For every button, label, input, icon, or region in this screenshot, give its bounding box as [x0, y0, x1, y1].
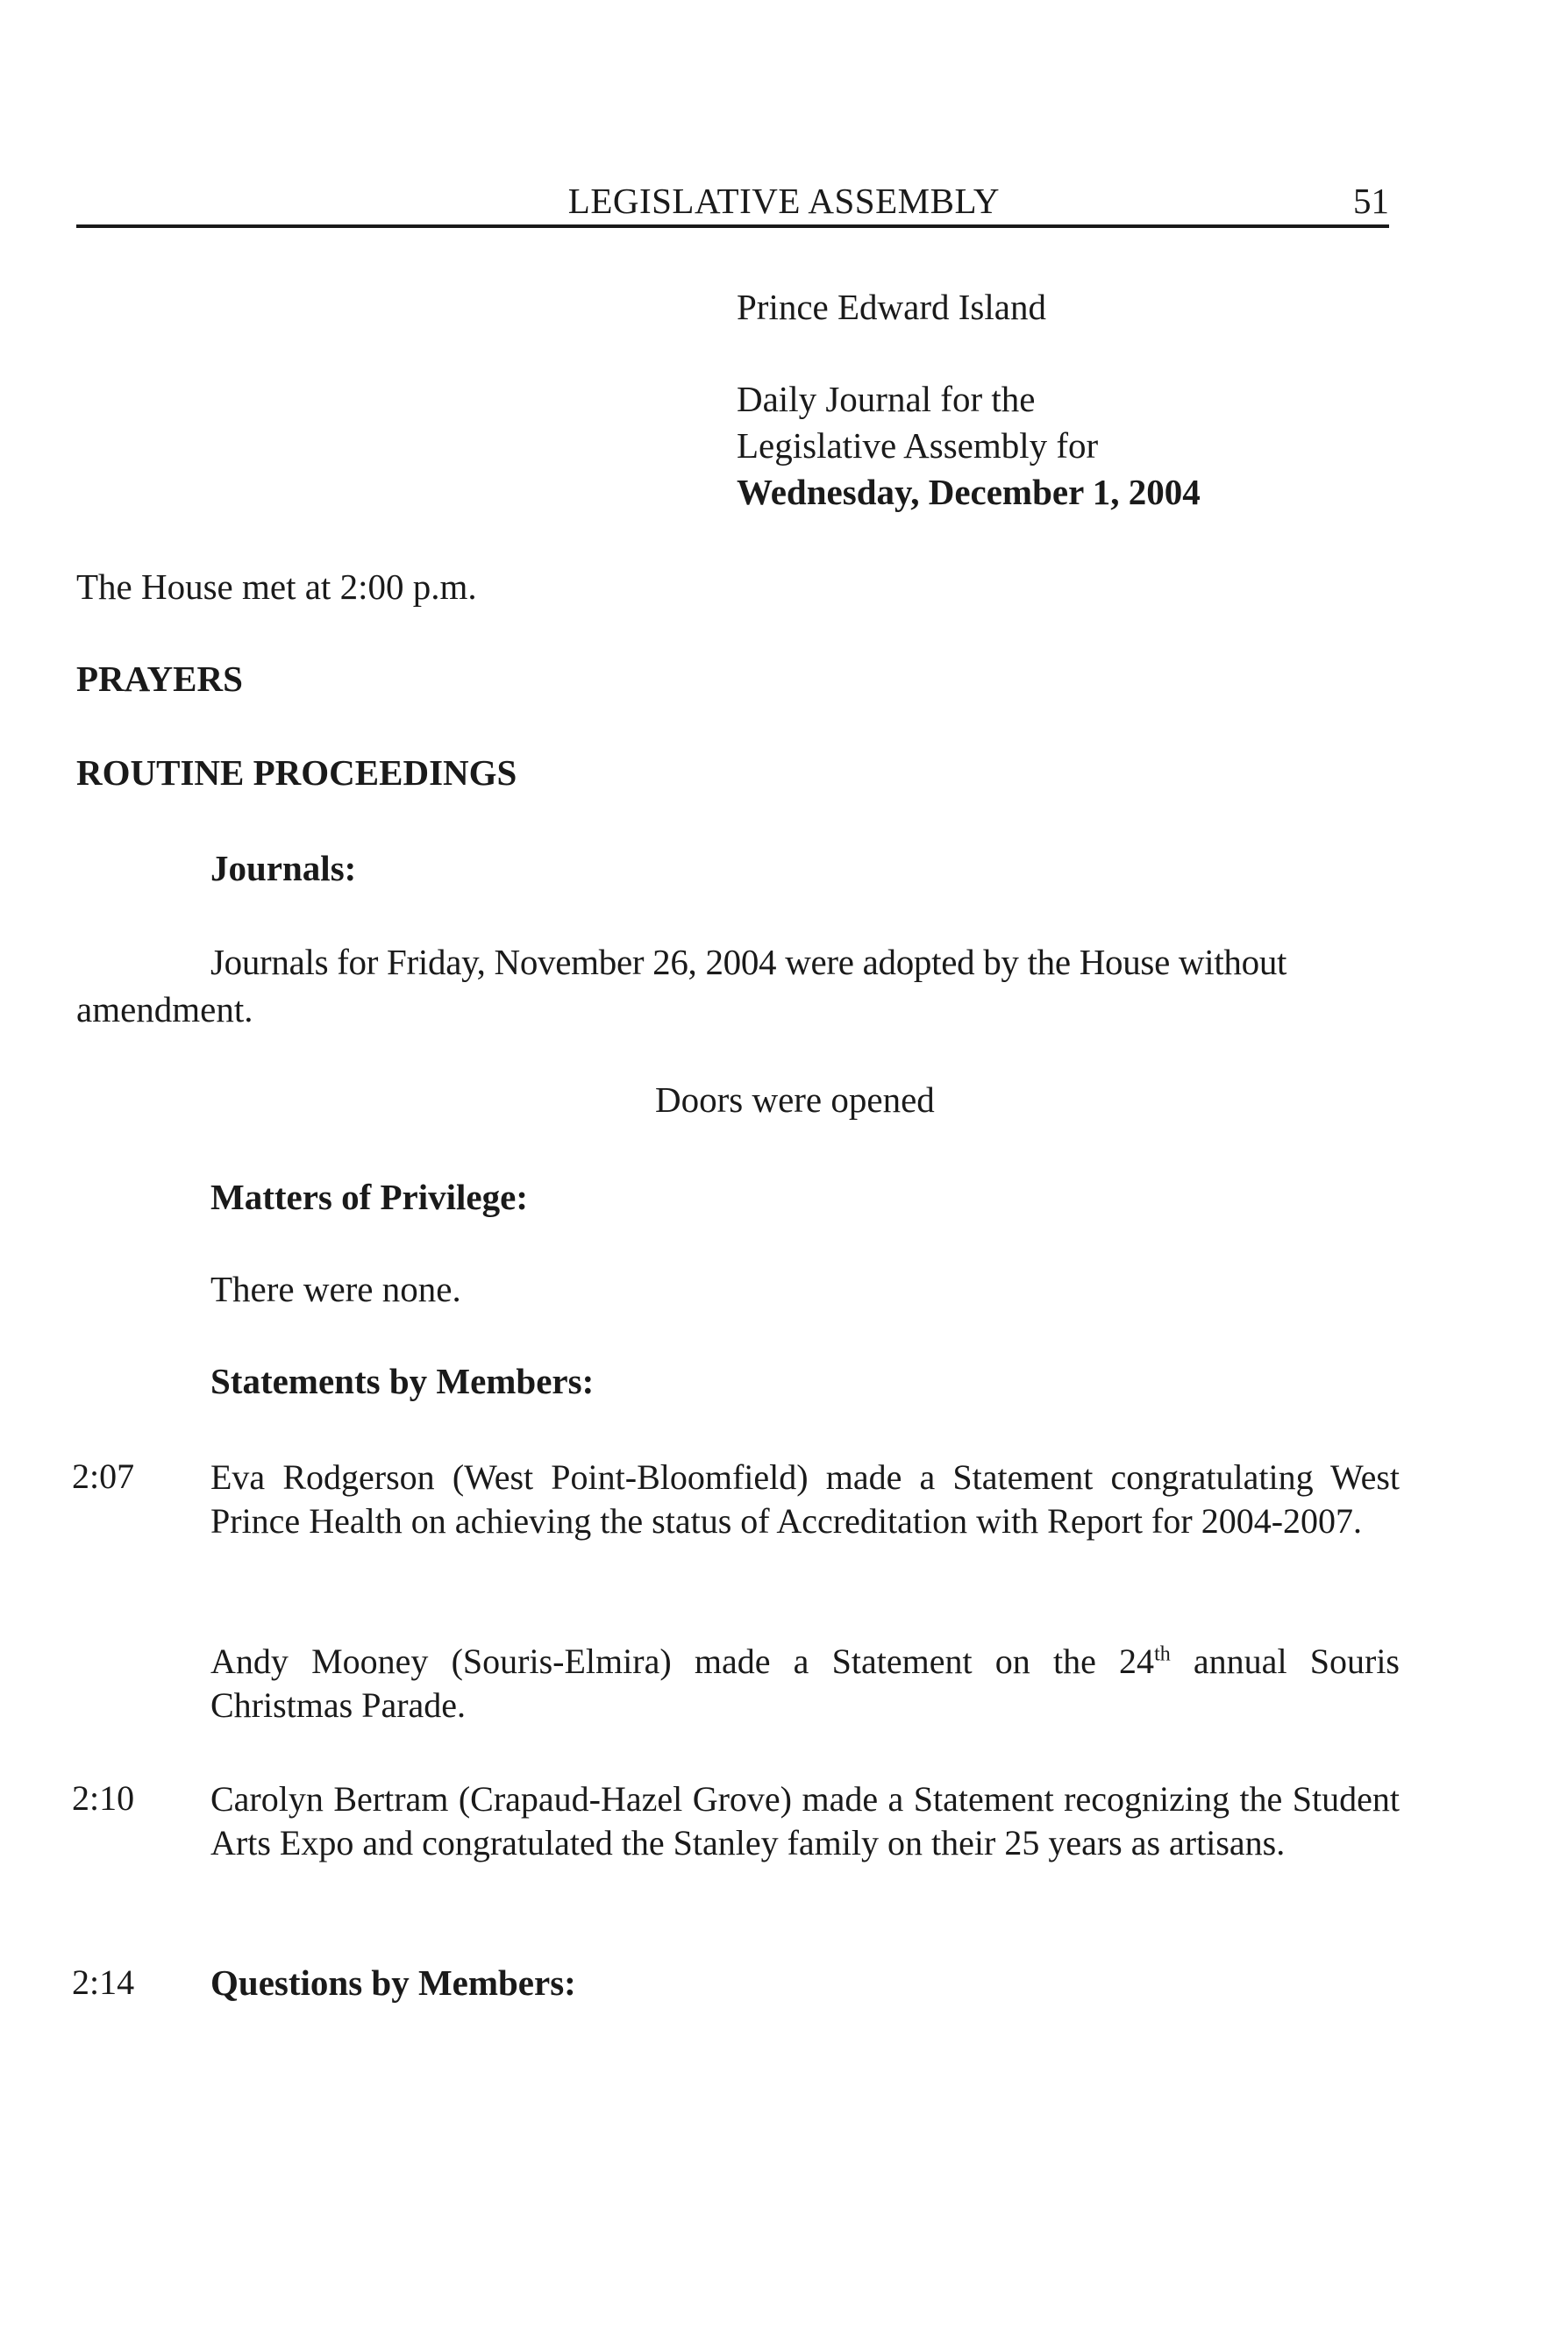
header-rule [76, 224, 1389, 228]
journals-heading: Journals: [210, 848, 357, 888]
running-header-title: LEGISLATIVE ASSEMBLY [567, 181, 1000, 221]
statement-text: Carolyn Bertram (Crapaud-Hazel Grove) made a Statement recognizing the Student Arts Expo and congratulated the Stanley family on their 25 years as artisans. [210, 1779, 1400, 1862]
journals-text-line-1: Journals for Friday, November 26, 2004 were adopted by the House without [210, 942, 1287, 982]
ordinal-suffix: th [1154, 1642, 1171, 1666]
questions-heading: Questions by Members: [210, 1962, 576, 2003]
statement-time: 2:10 [72, 1778, 135, 1818]
journals-text-line-2: amendment. [76, 989, 253, 1029]
statement-text: Eva Rodgerson (West Point-Bloomfield) made a Statement congratulating West Prince Health on achieving the status of Accreditation with Report for 2004-2007. [210, 1457, 1400, 1541]
journal-line-2: Legislative Assembly for [737, 425, 1099, 466]
statement-text-part: annual Souris Christmas Parade. [210, 1642, 1400, 1725]
journal-date: Wednesday, December 1, 2004 [737, 472, 1201, 512]
matters-of-privilege-text: There were none. [210, 1269, 461, 1309]
matters-of-privilege-heading: Matters of Privilege: [210, 1177, 528, 1217]
prayers-heading: PRAYERS [76, 659, 243, 699]
house-met-text: The House met at 2:00 p.m. [76, 566, 477, 607]
province-name: Prince Edward Island [737, 287, 1046, 327]
routine-proceedings-heading: ROUTINE PROCEEDINGS [76, 752, 517, 793]
statement-text-part: Andy Mooney (Souris-Elmira) made a Statement on the 24 [210, 1642, 1155, 1681]
page-number: 51 [1353, 181, 1389, 221]
doors-opened-text: Doors were opened [655, 1079, 935, 1120]
statement-text [210, 1640, 1400, 1727]
statement-time: 2:07 [72, 1456, 135, 1496]
statements-heading: Statements by Members: [210, 1361, 595, 1401]
questions-time: 2:14 [72, 1962, 135, 2002]
journal-line-1: Daily Journal for the [737, 379, 1036, 419]
